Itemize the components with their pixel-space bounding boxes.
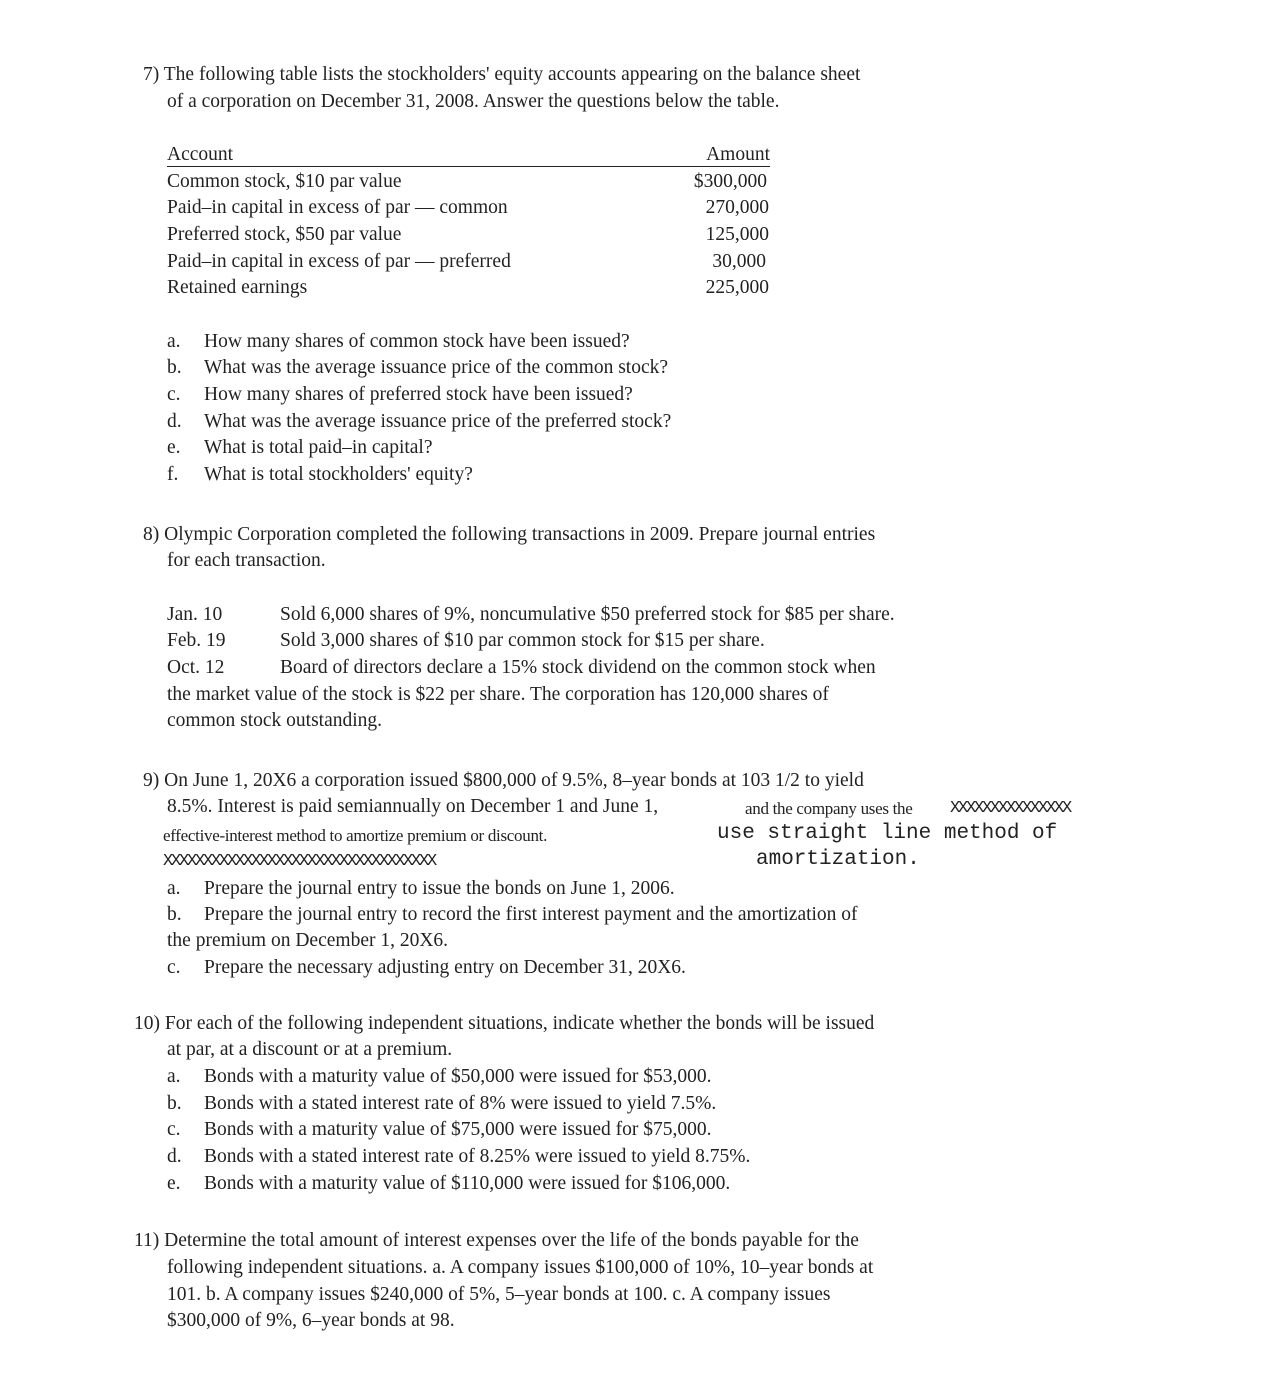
table-row-account: Preferred stock, $50 par value	[167, 224, 402, 245]
q9-line-2: 8.5%. Interest is paid semiannually on December 1 and June 1,	[167, 796, 659, 817]
struck-text-2: effective-interest method to amortize premium or discount.	[163, 826, 548, 845]
item-letter: b.	[167, 904, 182, 925]
q10-line-2: at par, at a discount or at a premium.	[167, 1039, 453, 1060]
q11-line-4: $300,000 of 9%, 6–year bonds at 98.	[167, 1310, 455, 1331]
item-letter: f.	[167, 464, 179, 485]
transaction-continuation: common stock outstanding.	[167, 710, 383, 731]
transaction-text: Sold 6,000 shares of 9%, noncumulative $50 preferred stock for $85 per share.	[280, 604, 895, 625]
q8-line-2: for each transaction.	[167, 550, 326, 571]
item-text: What was the average issuance price of the common stock?	[204, 357, 669, 378]
item-text: Bonds with a stated interest rate of 8.25% were issued to yield 8.75%.	[204, 1146, 751, 1167]
table-row-amount: 225,000	[705, 277, 769, 298]
q8-line-1: 8) Olympic Corporation completed the following transactions in 2009. Prepare journal entries	[143, 524, 876, 545]
table-row-account: Common stock, $10 par value	[167, 171, 402, 192]
item-text: Prepare the necessary adjusting entry on December 31, 20X6.	[204, 957, 686, 978]
table-row-amount: 30,000	[712, 251, 766, 272]
q11-line-1: 11) Determine the total amount of interest expenses over the life of the bonds payable for the	[134, 1230, 859, 1251]
item-letter: e.	[167, 1173, 181, 1194]
item-text: What is total stockholders' equity?	[204, 464, 473, 485]
item-text: Bonds with a stated interest rate of 8% were issued to yield 7.5%.	[204, 1093, 717, 1114]
annotation-line-2: amortization.	[756, 848, 920, 871]
table-row-amount: 270,000	[705, 197, 769, 218]
item-letter: a.	[167, 331, 181, 352]
q7-line-1: 7) The following table lists the stockholders' equity accounts appearing on the balance sheet	[143, 64, 861, 85]
table-header-row	[167, 144, 770, 167]
transaction-text: Sold 3,000 shares of $10 par common stock for $15 per share.	[280, 630, 765, 651]
item-text: What is total paid–in capital?	[204, 437, 433, 458]
transaction-date: Feb. 19	[167, 630, 226, 651]
item-letter: a.	[167, 1066, 181, 1087]
item-text: How many shares of preferred stock have been issued?	[204, 384, 633, 405]
q11-line-3: 101. b. A company issues $240,000 of 5%, 5–year bonds at 100. c. A company issues	[167, 1284, 831, 1305]
table-row-account: Paid–in capital in excess of par — preferred	[167, 251, 511, 272]
item-text: How many shares of common stock have been issued?	[204, 331, 630, 352]
table-row-account: Retained earnings	[167, 277, 308, 298]
transaction-continuation: the market value of the stock is $22 per share. The corporation has 120,000 shares of	[167, 684, 829, 705]
header-account: Account	[167, 144, 234, 165]
transaction-date: Oct. 12	[167, 657, 225, 678]
header-amount: Amount	[706, 144, 770, 165]
strike-marks-1: XXXXXXXXXXXXXXX	[950, 799, 1071, 818]
annotation-line-1: use straight line method of	[717, 822, 1058, 845]
item-text: Prepare the journal entry to issue the bonds on June 1, 2006.	[204, 878, 675, 899]
struck-text-1: and the company uses the	[745, 799, 913, 818]
item-letter: a.	[167, 878, 181, 899]
item-text: the premium on December 1, 20X6.	[167, 930, 449, 951]
table-row-amount: $300,000	[693, 171, 767, 192]
item-text: Bonds with a maturity value of $75,000 were issued for $75,000.	[204, 1119, 712, 1140]
transaction-text: Board of directors declare a 15% stock dividend on the common stock when	[280, 657, 876, 678]
item-letter: d.	[167, 1146, 182, 1167]
item-text: Bonds with a maturity value of $110,000 were issued for $106,000.	[204, 1173, 731, 1194]
item-letter: c.	[167, 1119, 181, 1140]
q7-line-2: of a corporation on December 31, 2008. Answer the questions below the table.	[167, 91, 780, 112]
q9-line-1: 9) On June 1, 20X6 a corporation issued $800,000 of 9.5%, 8–year bonds at 103 1/2 to yield	[143, 770, 864, 791]
item-text: Prepare the journal entry to record the first interest payment and the amortization of	[204, 904, 858, 925]
strike-marks-2: XXXXXXXXXXXXXXXXXXXXXXXXXXXXXXXXXX	[163, 852, 436, 871]
item-letter: c.	[167, 957, 181, 978]
item-letter: e.	[167, 437, 181, 458]
transaction-date: Jan. 10	[167, 604, 223, 625]
item-letter: d.	[167, 411, 182, 432]
item-letter: b.	[167, 1093, 182, 1114]
item-text: Bonds with a maturity value of $50,000 were issued for $53,000.	[204, 1066, 712, 1087]
item-letter: b.	[167, 357, 182, 378]
table-row-account: Paid–in capital in excess of par — common	[167, 197, 508, 218]
q10-line-1: 10) For each of the following independent situations, indicate whether the bonds will be issued	[134, 1013, 875, 1034]
table-row-amount: 125,000	[705, 224, 769, 245]
item-letter: c.	[167, 384, 181, 405]
q11-line-2: following independent situations. a. A company issues $100,000 of 10%, 10–year bonds at	[167, 1257, 874, 1278]
item-text: What was the average issuance price of the preferred stock?	[204, 411, 672, 432]
